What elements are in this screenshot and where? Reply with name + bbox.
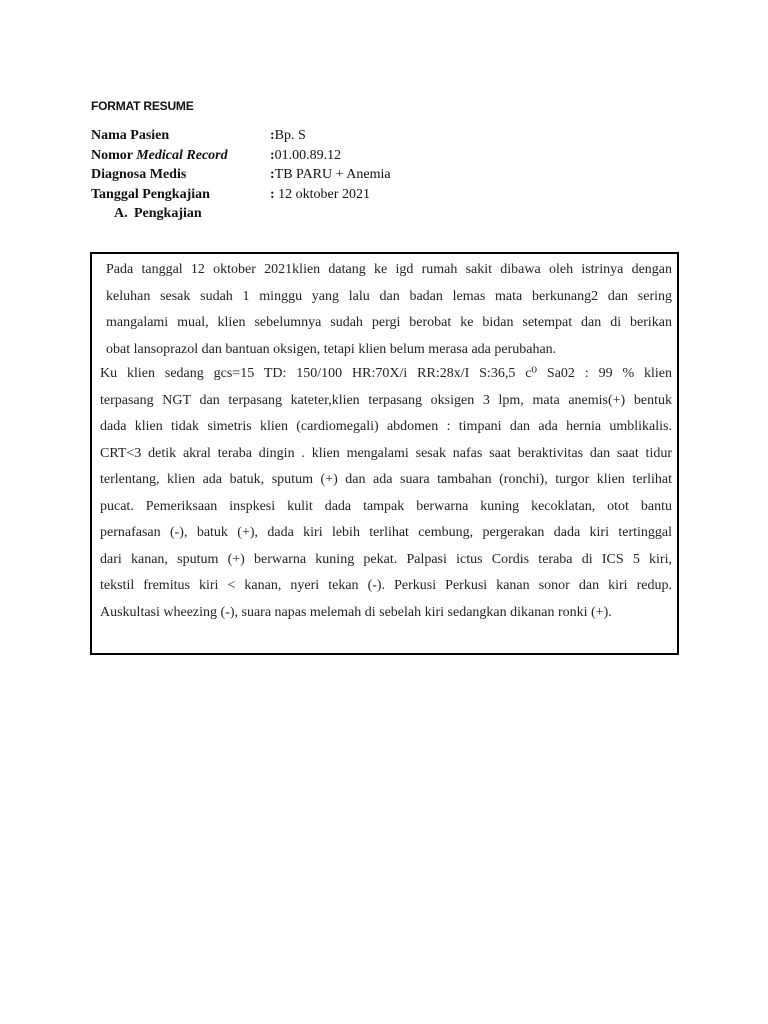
assessment-box [90, 252, 679, 655]
section-number: A. [114, 206, 128, 221]
paragraph-line: tekstil fremitus kiri < kanan, nyeri tekan (-). Perkusi Perkusi kanan sonor dan kiri redup. [100, 578, 672, 593]
info-label: Nama Pasien [91, 128, 170, 143]
info-value-diagnosis: TB PARU + Anemia [274, 167, 391, 182]
paragraph-line: dari kanan, sputum (+) berwarna kuning pekat. Palpasi ictus Cordis teraba di ICS 5 kiri, [100, 551, 672, 567]
paragraph-line: Pada tanggal 12 oktober 2021klien datang ke igd rumah sakit dibawa oleh istrinya dengan [106, 262, 672, 277]
colon-separator: : [270, 128, 275, 143]
section-title [114, 204, 202, 224]
info-value-patient-name: Bp. S [274, 128, 306, 143]
paragraph-line: terpasang NGT dan terpasang kateter,klien terpasang oksigen 3 lpm, mata anemis(+) bentuk [100, 392, 672, 408]
paragraph-line: keluhan sesak sudah 1 minggu yang lalu dan badan lemas mata berkunang2 dan sering [106, 288, 672, 304]
info-row-assessment-date [91, 185, 391, 205]
paragraph-line: CRT<3 detik akral teraba dingin . klien mengalami sesak nafas saat beraktivitas dan saat tidur [100, 445, 672, 461]
info-value-medical-record: 01.00.89.12 [274, 147, 342, 163]
paragraph-line: terlentang, klien ada batuk, sputum (+) dan ada suara tambahan (ronchi), turgor klien terlihat [100, 472, 672, 487]
document-heading: FORMAT RESUME [91, 99, 194, 113]
colon-separator: : [270, 186, 275, 202]
info-label-italic: Medical Record [136, 147, 228, 163]
paragraph-line: obat lansoprazol dan bantuan oksigen, tetapi klien belum merasa ada perubahan. [106, 341, 557, 357]
assessment-paragraph-examination [100, 361, 672, 626]
paragraph-line: Auskultasi wheezing (-), suara napas melemah di sebelah kiri sedangkan dikanan ronki (+). [100, 604, 612, 620]
info-label-prefix: Nomor [91, 147, 137, 163]
paragraph-line: Ku klien sedang gcs=15 TD: 150/100 HR:70X/i RR:28x/I S:36,5 c⁰ Sa02 : 99 % klien [100, 366, 672, 381]
info-label: Tanggal Pengkajian [91, 186, 210, 202]
info-value-assessment-date: 12 oktober 2021 [274, 186, 370, 202]
info-label: Diagnosa Medis [91, 167, 187, 182]
paragraph-line: dada klien tidak simetris klien (cardiomegali) abdomen : timpani dan ada hernia umblikalis. [100, 419, 672, 434]
paragraph-line: pernafasan (-), batuk (+), dada kiri lebih terlihat cembung, pergerakan dada kiri tertinggal [100, 525, 672, 540]
info-row-medical-record [91, 146, 391, 166]
paragraph-line: pucat. Pemeriksaan inspkesi kulit dada tampak berwarna kuning kecoklatan, otot bantu [100, 498, 672, 514]
paragraph-line: mangalami mual, klien sebelumnya sudah pergi berobat ke bidan setempat dan di berikan [106, 315, 672, 330]
info-label [91, 146, 270, 166]
section-title-text: Pengkajian [134, 206, 202, 221]
colon-separator: : [270, 167, 275, 182]
assessment-paragraph-history [106, 257, 672, 363]
info-row-patient-name [91, 126, 391, 146]
info-row-diagnosis [91, 165, 391, 185]
colon-separator: : [270, 147, 275, 163]
patient-info-table [91, 126, 391, 204]
